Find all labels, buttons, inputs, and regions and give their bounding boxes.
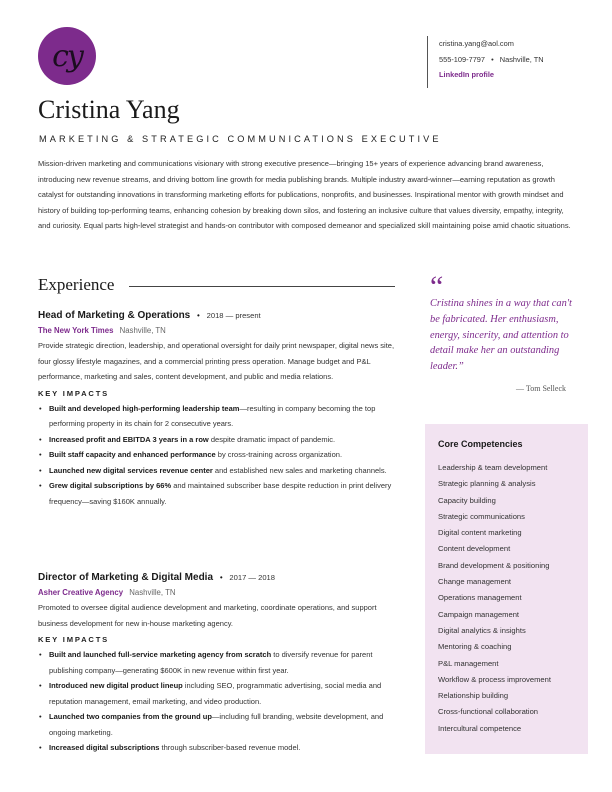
candidate-headline: MARKETING & STRATEGIC COMMUNICATIONS EXECUTIVE	[39, 134, 442, 144]
company-name: Asher Creative Agency	[38, 588, 124, 597]
contact-phone: 555-109-7797	[439, 54, 486, 64]
contact-separator: •	[491, 54, 494, 64]
company-location: Nashville, TN	[119, 326, 166, 335]
impact-text: —resulting in company becoming the top performing property in its chain for 2 consecutive years.	[49, 403, 376, 428]
competency-item: Content development	[438, 544, 511, 554]
quote-mark-icon: “	[430, 270, 444, 303]
testimonial-author: — Tom Selleck	[516, 384, 566, 393]
section-divider	[129, 286, 395, 287]
impact-text: and established new sales and marketing channels.	[212, 465, 387, 475]
key-impacts-label: KEY IMPACTS	[38, 388, 109, 398]
competency-item: Operations management	[438, 593, 522, 603]
candidate-name: Cristina Yang	[38, 95, 180, 124]
competency-item: Brand development & positioning	[438, 560, 550, 570]
testimonial-quote: Cristina shines in a way that can't be fabricated. Her enthusiasm, energy, sincerity, and attention to detail make her an outstanding leader.”	[430, 298, 572, 373]
impact-item	[38, 401, 398, 432]
summary-paragraph: Mission-driven marketing and communications visionary with strong executive presence—bringing 15+ years of experience advancing brand awareness, introducing new revenue streams, and driving bottom line growth for media publishing brands. Multiple industry award-winner—earning reputation as growth catalyst for outstanding innovations in transforming marketing efforts for publications, nonprofits, and businesses. Inspirational mentor with growth mindset and history of building top-performing teams, enhancing cohesion by breaking down silos, and fostering an inclusive culture that values diversity, empathy, integrity, and curiosity. Equal parts high-level strategist and hands-on contributor with composed demeanor and specialized skill maintaining poise amid chaotic situations.	[38, 159, 571, 231]
key-impacts-label: KEY IMPACTS	[38, 635, 109, 644]
job-title: Director of Marketing & Digital Media	[38, 572, 214, 583]
job-separator: •	[197, 311, 200, 320]
contact-location: Nashville, TN	[499, 54, 544, 64]
impact-item	[38, 647, 398, 678]
impact-list	[38, 401, 398, 510]
impact-text: —including full branding, website development, and ongoing marketing.	[49, 712, 384, 737]
company-name: The New York Times	[38, 326, 114, 335]
job-description: Promoted to oversee digital audience development and marketing, coordinate operations, and support business development for new in-house marketing agency.	[38, 603, 377, 628]
competency-item: Cross-functional collaboration	[438, 707, 539, 717]
competency-item: Strategic planning & analysis	[438, 479, 536, 489]
competency-item: Leadership & team development	[438, 463, 548, 472]
impact-bold: Grew digital subscriptions by 66%	[49, 481, 172, 490]
competency-item: Digital content marketing	[438, 528, 522, 538]
impact-bold: Introduced new digital product lineup	[49, 681, 183, 690]
impact-item	[38, 478, 398, 509]
competency-item: Relationship building	[438, 691, 509, 701]
impact-item	[38, 447, 398, 463]
impact-bold: Built and developed high-performing leadership team	[49, 403, 240, 413]
monogram-text: cy	[52, 38, 82, 74]
contact-email: cristina.yang@aol.com	[439, 39, 514, 48]
job-title-line	[38, 309, 398, 323]
monogram-logo	[38, 27, 96, 85]
company-location: Nashville, TN	[129, 588, 176, 597]
competency-item: Campaign management	[438, 609, 520, 619]
impact-list	[38, 647, 398, 756]
impact-item	[38, 432, 398, 448]
impact-bold: Launched two companies from the ground up	[49, 712, 212, 721]
contact-phone-location	[439, 52, 544, 68]
competencies-heading: Core Competencies	[438, 439, 523, 449]
competency-item: Capacity building	[438, 495, 496, 505]
job-dates: 2017 — 2018	[229, 573, 276, 582]
impact-item	[38, 678, 398, 709]
job-title-line	[38, 571, 398, 585]
competency-item: P&L management	[438, 658, 499, 668]
impact-item	[38, 740, 398, 756]
impact-text: by cross-training across organization.	[215, 450, 343, 459]
competency-item: Intercultural competence	[438, 723, 522, 733]
impact-text: and maintained subscriber base despite reduction in print delivery frequency—saving $160K annually.	[49, 481, 392, 506]
job-entry	[38, 309, 398, 509]
competencies-panel	[425, 424, 588, 754]
impact-bold: Launched new digital services revenue center	[49, 465, 213, 475]
experience-heading: Experience	[38, 275, 115, 294]
impact-bold: Built and launched full-service marketing agency from scratch	[49, 650, 272, 659]
competency-item: Workflow & process improvement	[438, 674, 551, 684]
company-line	[38, 323, 398, 338]
impact-text: despite dramatic impact of pandemic.	[208, 434, 336, 444]
impact-bold: Increased digital subscriptions	[49, 743, 160, 752]
contact-block	[427, 36, 544, 88]
competency-item: Digital analytics & insights	[438, 625, 526, 635]
impact-bold: Built staff capacity and enhanced performance	[49, 450, 216, 459]
competency-item: Strategic communications	[438, 511, 525, 521]
competency-item: Mentoring & coaching	[438, 642, 512, 652]
job-description: Provide strategic direction, leadership, and operational oversight for daily print newspaper, digital news site, four glossy lifestyle magazines, and a commercial printing press operation. Manage budget and P&L performance, marketing and sales, content development, and public and media relations.	[38, 341, 395, 381]
linkedin-link[interactable]: LinkedIn profile	[439, 70, 495, 79]
impact-item	[38, 709, 398, 740]
impact-text: through subscriber-based revenue model.	[159, 743, 301, 752]
job-entry	[38, 571, 398, 756]
impact-text: to diversify revenue for parent publishing company—generating $600K in new revenue within first year.	[49, 650, 373, 675]
impact-item	[38, 463, 398, 479]
competencies-list	[438, 460, 588, 737]
job-dates: 2018 — present	[206, 311, 261, 320]
company-line	[38, 585, 398, 600]
impact-bold: Increased profit and EBITDA 3 years in a row	[49, 434, 209, 444]
impact-text: including SEO, programmatic advertising, social media and reputation management, email marketing, and video production.	[49, 681, 382, 706]
competency-item: Change management	[438, 577, 512, 587]
job-title: Head of Marketing & Operations	[38, 310, 191, 321]
job-separator: •	[219, 573, 223, 582]
